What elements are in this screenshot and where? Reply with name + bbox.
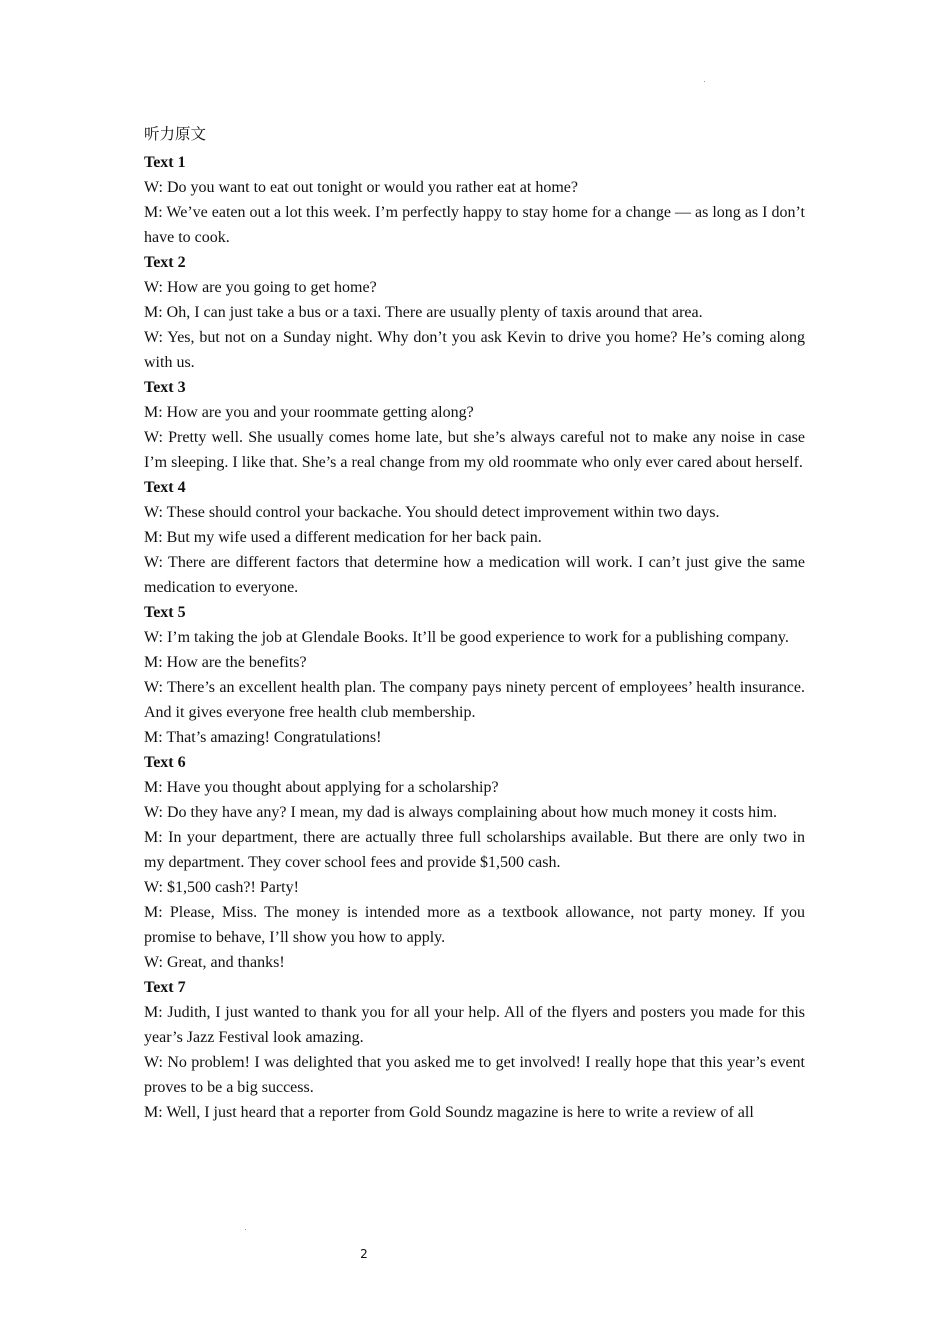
dialogue-line: M: Oh, I can just take a bus or a taxi. There are usually plenty of taxis around that area.: [144, 304, 703, 321]
dialogue-line: W: There are different factors that determine how a medication will work. I can’t just give the same medication to everyone.: [144, 554, 805, 596]
dialogue-line: M: In your department, there are actually three full scholarships available. But there are only two in my department. They cover school fees and provide $1,500 cash.: [144, 829, 805, 871]
section-title: Text 7: [144, 979, 186, 996]
dialogue-line: W: Do they have any? I mean, my dad is always complaining about how much money it costs him.: [144, 804, 778, 821]
dialogue-line: M: Please, Miss. The money is intended more as a textbook allowance, not party money. If you promise to behave, I’ll show you how to apply.: [144, 904, 805, 946]
dialogue-line: W: There’s an excellent health plan. The company pays ninety percent of employees’ health insurance. And it gives everyone free health club membership.: [144, 679, 805, 721]
section-title: Text 4: [144, 479, 186, 496]
dialogue-line: W: These should control your backache. You should detect improvement within two days.: [144, 504, 720, 521]
section-title: Text 6: [144, 754, 186, 771]
section-title: Text 1: [144, 154, 186, 171]
dialogue-line: W: No problem! I was delighted that you asked me to get involved! I really hope that this year’s event proves to be a big success.: [144, 1054, 805, 1096]
section-text-7: [144, 975, 805, 1125]
section-title: Text 2: [144, 254, 186, 271]
section-text-5: [144, 600, 805, 750]
section-text-1: [144, 150, 805, 250]
dialogue-line: M: How are you and your roommate getting along?: [144, 404, 474, 421]
section-text-3: [144, 375, 805, 475]
dialogue-line: W: Great, and thanks!: [144, 954, 285, 971]
dialogue-line: W: Yes, but not on a Sunday night. Why don’t you ask Kevin to drive you home? He’s coming along with us.: [144, 329, 805, 371]
section-title: Text 5: [144, 604, 186, 621]
dialogue-line: M: Well, I just heard that a reporter from Gold Soundz magazine is here to write a review of all: [144, 1104, 754, 1121]
scan-speck: [245, 1229, 246, 1230]
dialogue-line: M: How are the benefits?: [144, 654, 307, 671]
dialogue-line: M: That’s amazing! Congratulations!: [144, 729, 382, 746]
dialogue-line: M: We’ve eaten out a lot this week. I’m perfectly happy to stay home for a change — as long as I don’t have to cook.: [144, 204, 805, 246]
dialogue-line: W: Do you want to eat out tonight or would you rather eat at home?: [144, 179, 578, 196]
scan-speck: [704, 81, 705, 82]
dialogue-line: M: Judith, I just wanted to thank you for all your help. All of the flyers and posters you made for this year’s Jazz Festival look amazing.: [144, 1004, 805, 1046]
dialogue-line: W: Pretty well. She usually comes home late, but she’s always careful not to make any noise in case I’m sleeping. I like that. She’s a real change from my old roommate who only ever cared about herself.: [144, 429, 805, 471]
page-heading: 听力原文: [144, 125, 207, 143]
dialogue-line: M: Have you thought about applying for a scholarship?: [144, 779, 499, 796]
section-text-6: [144, 750, 805, 975]
page-number: 2: [360, 1247, 368, 1261]
dialogue-line: W: I’m taking the job at Glendale Books. It’ll be good experience to work for a publishing company.: [144, 629, 789, 646]
dialogue-line: W: How are you going to get home?: [144, 279, 377, 296]
section-text-4: [144, 475, 805, 600]
section-title: Text 3: [144, 379, 186, 396]
transcript-body: [144, 122, 805, 1125]
dialogue-line: W: $1,500 cash?! Party!: [144, 879, 299, 896]
dialogue-line: M: But my wife used a different medication for her back pain.: [144, 529, 542, 546]
section-text-2: [144, 250, 805, 375]
